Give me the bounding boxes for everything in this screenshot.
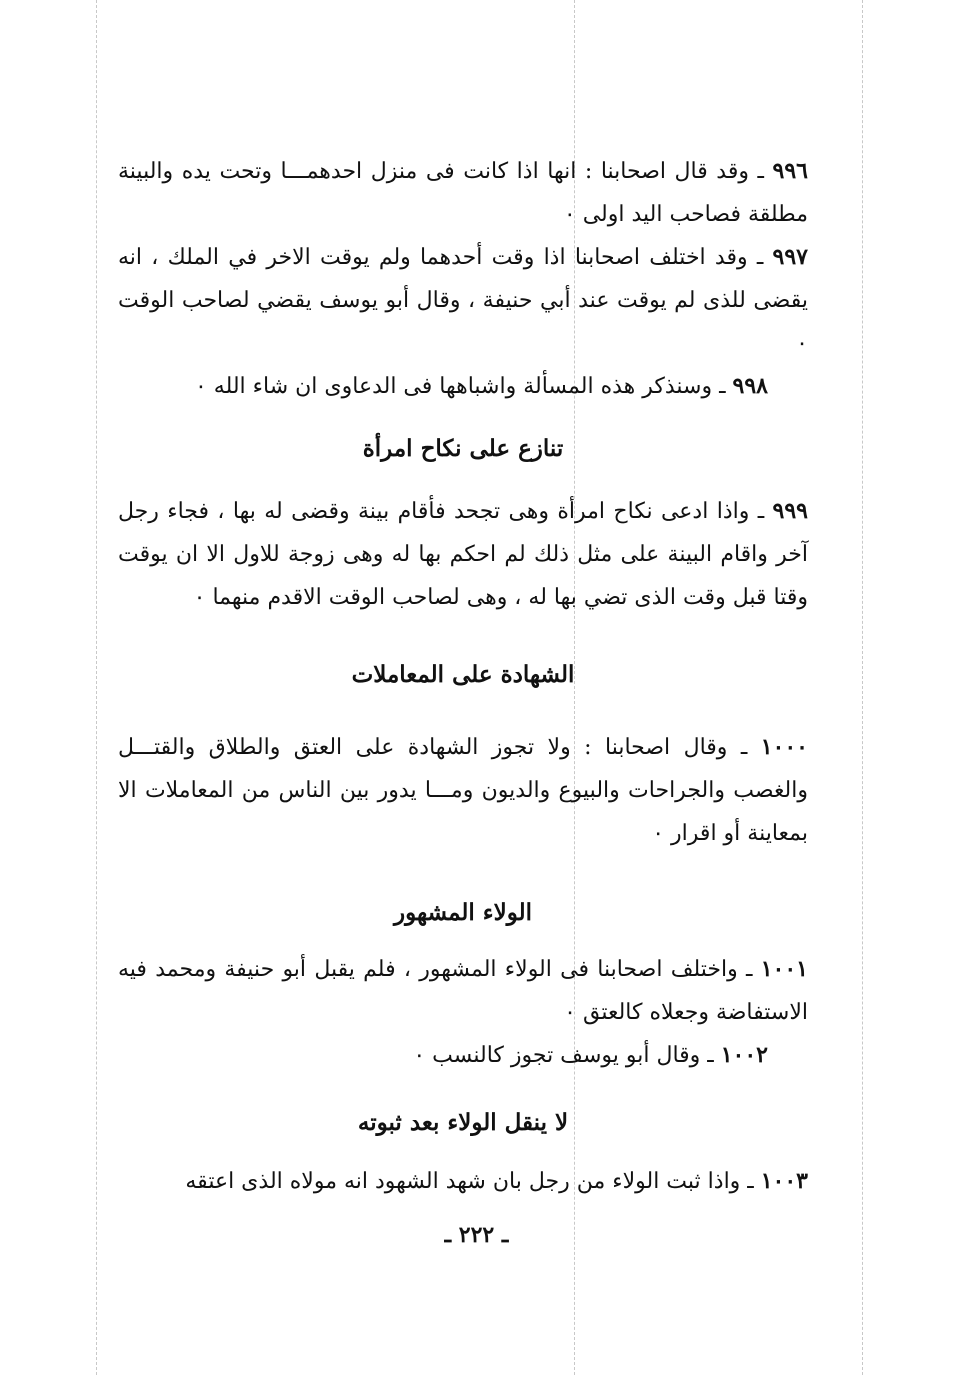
paragraph-text: ـ وسنذكر هذه المسألة واشباهها فى الدعاوى ان شاء الله ٠ [194, 374, 733, 399]
heading-block [118, 660, 808, 690]
paragraph-number: ٩٩٨ [732, 373, 768, 399]
paragraph-1001 [118, 948, 808, 1034]
paragraph-1002 [118, 1034, 808, 1077]
heading-block [118, 434, 808, 464]
paragraph-1000 [118, 726, 808, 855]
paragraph-996 [118, 150, 808, 236]
section-wala-transfer [118, 1160, 808, 1203]
paragraph-number: ٩٩٧ [772, 244, 808, 270]
scan-guide-line [96, 0, 97, 1375]
heading-block [118, 1108, 808, 1138]
paragraph-999 [118, 490, 808, 619]
heading-block [118, 898, 808, 928]
section-heading: لا ينقل الولاء بعد ثبوته [357, 1109, 569, 1136]
scan-guide-line [862, 0, 863, 1375]
section-marriage-dispute [118, 490, 808, 619]
paragraph-text: ـ وقال اصحابنا : ولا تجوز الشهادة على العتق والطلاق والقتـــل والغصب والجراحات والبيوع والديون ومـــا يدور بين الناس من المعاملات الا بمعاينة أو اقرار ٠ [118, 735, 808, 846]
paragraph-text: ـ وقد قال اصحابنا : انها اذا كانت فى منزل احدهمـــا وتحت يده والبينة مطلقة فصاحب اليد اولى ٠ [118, 159, 808, 227]
paragraph-number: ٩٩٩ [772, 498, 808, 524]
paragraph-text: ـ وقد اختلف اصحابنا اذا وقت أحدهما ولم يوقت الاخر في الملك ، انه يقضى للذى لم يوقت عند أبي حنيفة ، وقال أبو يوسف يقضي لصاحب الوقت ٠ [118, 245, 808, 356]
section-opening [118, 150, 808, 408]
section-transactions [118, 726, 808, 855]
paragraph-number: ١٠٠١ [760, 956, 808, 982]
paragraph-1003 [118, 1160, 808, 1203]
paragraph-number: ٩٩٦ [772, 158, 808, 184]
paragraph-text: ـ واختلف اصحابنا فى الولاء المشهور ، فلم يقبل أبو حنيفة ومحمد فيه الاستفاضة وجعلاه كالعتق ٠ [118, 957, 808, 1025]
paragraph-number: ١٠٠٢ [720, 1042, 768, 1068]
paragraph-number: ١٠٠٣ [760, 1168, 808, 1194]
section-heading: تنازع على نكاح امرأة [362, 435, 564, 462]
page-number: ـ ٢٢٢ ـ [444, 1222, 509, 1248]
paragraph-998 [118, 365, 808, 408]
section-heading: الشهادة على المعاملات [351, 661, 575, 688]
paragraph-997 [118, 236, 808, 365]
paragraph-text: ـ واذا ادعى نكاح امرأة وهى تجحد فأقام بينة وقضى له بها ، فجاء رجل آخر واقام البينة على مثل ذلك لم احكم بها له وهى زوجة للاول الا ان يوقت وقتا قبل وقت الذى تضي بها له ، وهى لصاحب الوقت الاقدم منهما ٠ [118, 499, 808, 610]
paragraph-text: ـ وقال أبو يوسف تجوز كالنسب ٠ [413, 1043, 721, 1068]
section-famous-wala [118, 948, 808, 1077]
paragraph-text: ـ واذا ثبت الولاء من رجل بان شهد الشهود انه مولاه الذى اعتقه [185, 1169, 761, 1194]
section-heading: الولاء المشهور [393, 899, 533, 926]
paragraph-number: ١٠٠٠ [760, 734, 808, 760]
